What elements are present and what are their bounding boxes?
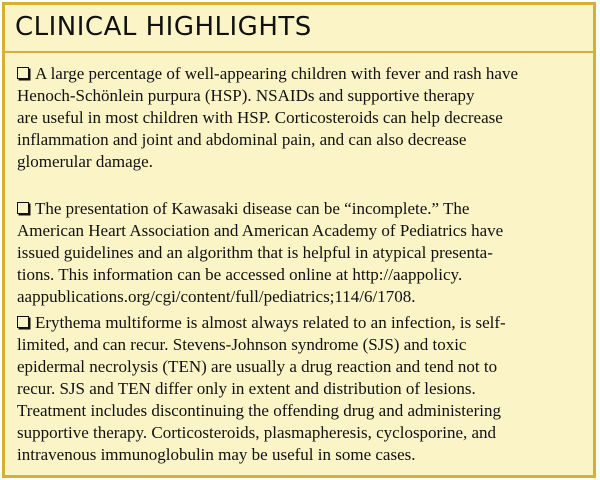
paragraph-line: The presentation of Kawasaki disease can be “incomplete.” The <box>17 198 589 220</box>
paragraph-line: epidermal necrolysis (TEN) are usually a drug reaction and tend not to <box>17 357 498 376</box>
box-title: CLINICAL HIGHLIGHTS <box>15 12 312 42</box>
highlight-paragraph-3 <box>17 312 589 466</box>
paragraph-line: supportive therapy. Corticosteroids, plasmapheresis, cyclosporine, and <box>17 423 497 442</box>
paragraph-line: Henoch-Schönlein purpura (HSP). NSAIDs and supportive therapy <box>17 86 475 105</box>
paragraph-line: Treatment includes discontinuing the offending drug and administering <box>17 401 501 420</box>
paragraph-line: inflammation and joint and abdominal pain, and can also decrease <box>17 130 467 149</box>
paragraph-line: intravenous immunoglobulin may be useful in some cases. <box>17 445 416 464</box>
clinical-highlights-box <box>2 2 596 478</box>
highlight-paragraph-1 <box>17 63 589 173</box>
highlight-paragraph-2 <box>17 198 589 308</box>
checkbox-bullet-icon <box>17 202 29 214</box>
checkbox-bullet-icon <box>17 316 29 328</box>
paragraph-line: A large percentage of well-appearing children with fever and rash have <box>17 63 589 85</box>
paragraph-line: are useful in most children with HSP. Corticosteroids can help decrease <box>17 108 503 127</box>
title-divider <box>5 51 593 53</box>
paragraph-line: issued guidelines and an algorithm that is helpful in atypical presenta- <box>17 243 493 262</box>
paragraph-line: recur. SJS and TEN differ only in extent and distribution of lesions. <box>17 379 476 398</box>
paragraph-line: American Heart Association and American Academy of Pediatrics have <box>17 221 504 240</box>
paragraph-line: tions. This information can be accessed online at http://aappolicy. <box>17 265 463 284</box>
paragraph-line: glomerular damage. <box>17 152 153 171</box>
paragraph-line: Erythema multiforme is almost always related to an infection, is self- <box>17 312 589 334</box>
paragraph-line: limited, and can recur. Stevens-Johnson syndrome (SJS) and toxic <box>17 335 467 354</box>
paragraph-line: aappublications.org/cgi/content/full/pediatrics;114/6/1708. <box>17 287 416 306</box>
checkbox-bullet-icon <box>17 67 29 79</box>
